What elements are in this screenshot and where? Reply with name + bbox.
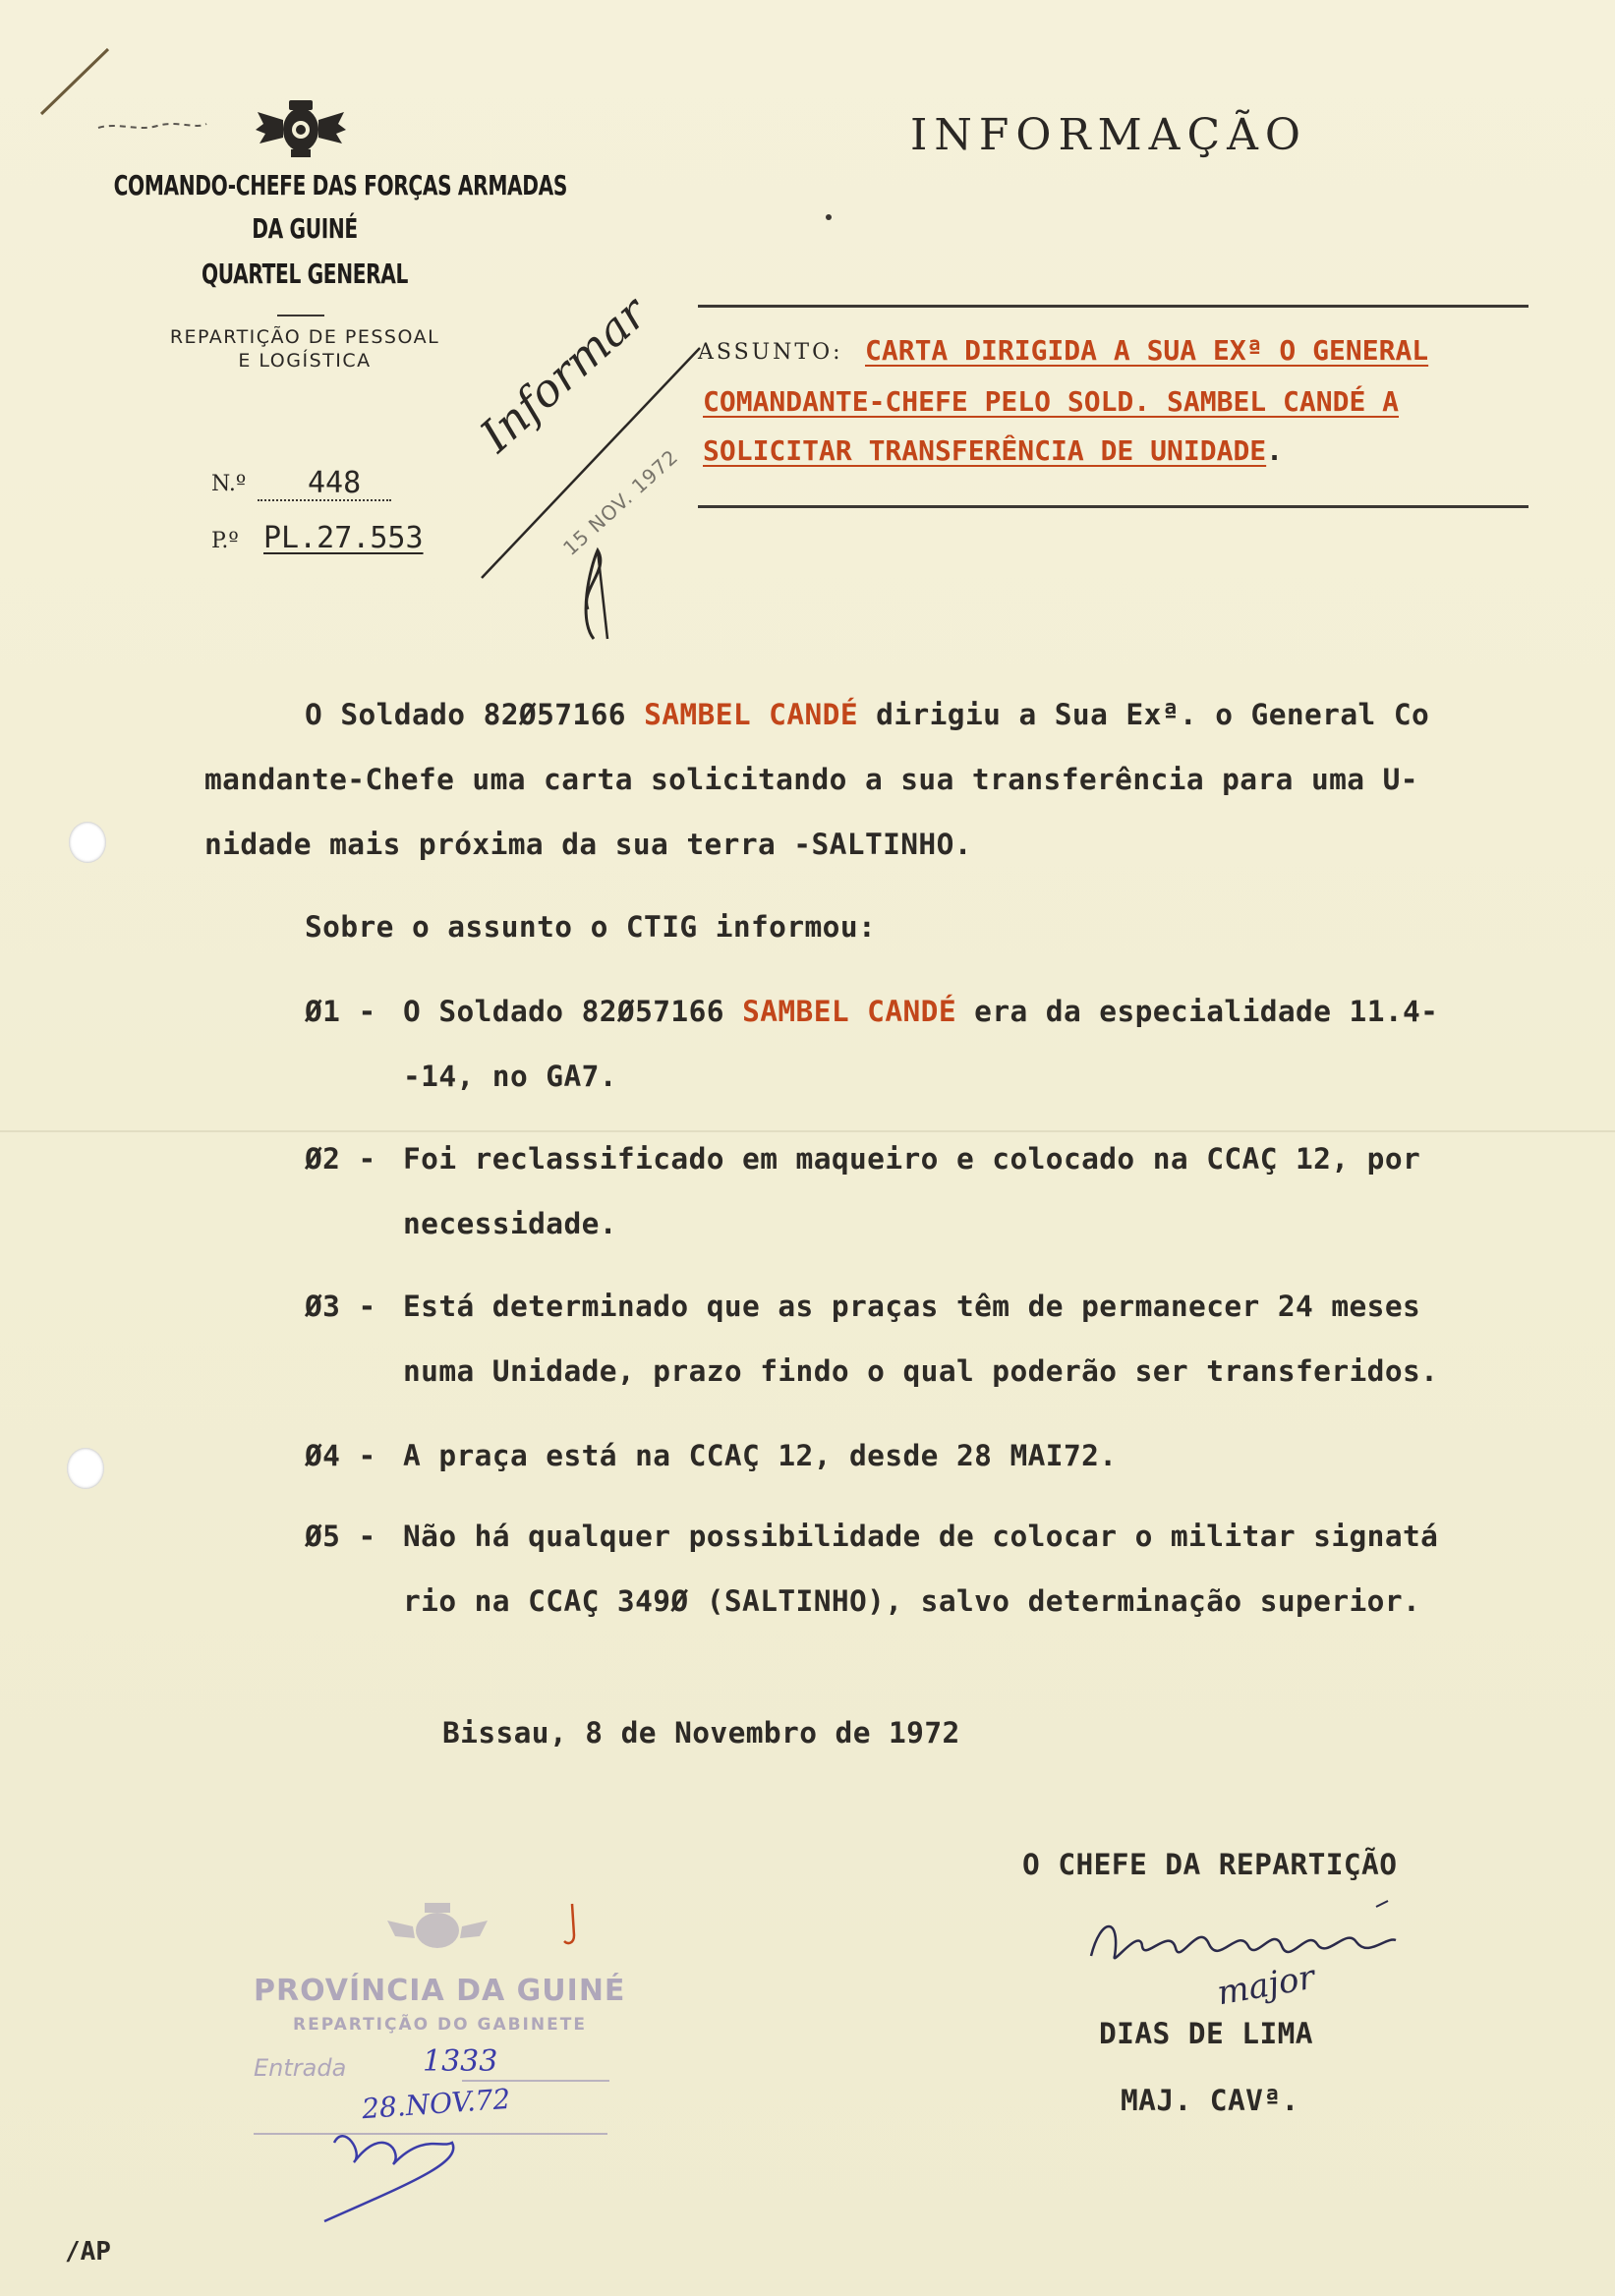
item1-text-a: O Soldado 82Ø57166	[403, 995, 743, 1028]
dept-name-line1: REPARTIÇÃO DE PESSOAL	[169, 326, 440, 348]
punch-hole	[69, 822, 106, 863]
initials-scribble-icon	[315, 2113, 472, 2231]
red-pen-mark-icon	[560, 1902, 580, 1951]
paragraph1-line1	[305, 698, 1429, 731]
stamp-province: PROVÍNCIA DA GUINÉ	[254, 1974, 626, 2008]
item1-line1	[403, 995, 1438, 1028]
header-divider	[277, 315, 324, 316]
number-value: 448	[308, 466, 362, 500]
ink-dot	[826, 214, 832, 220]
subject-line3-end: .	[1266, 434, 1284, 467]
item1-text-b: era da especialidade 11.4-	[956, 995, 1439, 1028]
item5-number: Ø5 -	[305, 1520, 376, 1553]
item3-line2: numa Unidade, prazo findo o qual poderão ser transferidos.	[403, 1354, 1439, 1388]
received-date-stamp: 15 NOV. 1972	[558, 444, 683, 560]
punch-hole	[67, 1448, 104, 1489]
item1-soldier-name: SAMBEL CANDÉ	[742, 995, 956, 1028]
subject-line3-wrap	[703, 434, 1283, 467]
p1-text-a: O Soldado 82Ø57166	[305, 698, 645, 731]
paper-fold	[0, 1130, 1615, 1132]
number-dotted-line	[258, 499, 391, 501]
stamp-entry-number: 1333	[423, 2044, 498, 2079]
document-title: INFORMAÇÃO	[910, 110, 1307, 160]
number-label: N.º	[211, 472, 247, 496]
subject-rule-bottom	[698, 505, 1528, 508]
signatory-name: DIAS DE LIMA	[1099, 2017, 1313, 2050]
paragraph2: Sobre o assunto o CTIG informou:	[305, 910, 877, 944]
stamp-rule-upper	[462, 2080, 609, 2082]
item4-number: Ø4 -	[305, 1439, 376, 1472]
paragraph1-line3: nidade mais próxima da sua terra -SALTINHO.	[204, 828, 972, 861]
item1-line2: -14, no GA7.	[403, 1060, 617, 1093]
item2-number: Ø2 -	[305, 1142, 376, 1176]
subject-line2: COMANDANTE-CHEFE PELO SOLD. SAMBEL CANDÉ A	[703, 385, 1400, 418]
stamp-office: REPARTIÇÃO DO GABINETE	[293, 2015, 587, 2035]
paragraph1-line2: mandante-Chefe uma carta solicitando a sua transferência para uma U-	[204, 763, 1418, 796]
item1-number: Ø1 -	[305, 995, 376, 1028]
dept-name-line2: E LOGÍSTICA	[238, 350, 372, 372]
subject-rule-top	[698, 305, 1528, 308]
place-date: Bissau, 8 de Novembro de 1972	[442, 1716, 960, 1750]
item5-line2: rio na CCAÇ 349Ø (SALTINHO), salvo determinação superior.	[403, 1584, 1421, 1618]
item3-line1: Está determinado que as praças têm de permanecer 24 meses	[403, 1290, 1421, 1323]
stamp-entry-label: Entrada	[254, 2054, 347, 2082]
p1-text-b: dirigiu a Sua Exª. o General Co	[858, 698, 1430, 731]
signatory-rank: MAJ. CAVª.	[1121, 2084, 1299, 2117]
handwritten-instruction: Informar	[470, 286, 658, 463]
handwritten-rank-note: major	[1214, 1957, 1318, 2014]
p1-soldier-name: SAMBEL CANDÉ	[644, 698, 858, 731]
subject-label: ASSUNTO:	[698, 340, 843, 365]
process-value: PL.27.553	[263, 521, 424, 555]
pencil-marks-icon	[29, 39, 226, 147]
stamp-crest-icon	[383, 1897, 491, 1956]
signatory-title: O CHEFE DA REPARTIÇÃO	[1022, 1848, 1398, 1881]
org-name-line2: DA GUINÉ	[252, 212, 358, 245]
footer-reference: /AP	[65, 2237, 111, 2267]
item2-line1: Foi reclassificado em maqueiro e colocado na CCAÇ 12, por	[403, 1142, 1421, 1176]
item2-line2: necessidade.	[403, 1207, 617, 1240]
org-name-line3: QUARTEL GENERAL	[201, 258, 409, 290]
subject-line1: CARTA DIRIGIDA A SUA EXª O GENERAL	[865, 334, 1429, 367]
process-label: P.º	[211, 529, 239, 553]
item4-line1: A praça está na CCAÇ 12, desde 28 MAI72.	[403, 1439, 1118, 1472]
org-name-line1: COMANDO-CHEFE DAS FORÇAS ARMADAS	[113, 169, 568, 201]
stamp-entry-date: 28.NOV.72	[361, 2082, 512, 2126]
item3-number: Ø3 -	[305, 1290, 376, 1323]
subject-line3: SOLICITAR TRANSFERÊNCIA DE UNIDADE	[703, 434, 1267, 467]
item5-line1: Não há qualquer possibilidade de colocar o militar signatá	[403, 1520, 1439, 1553]
coat-of-arms-icon	[254, 94, 348, 161]
